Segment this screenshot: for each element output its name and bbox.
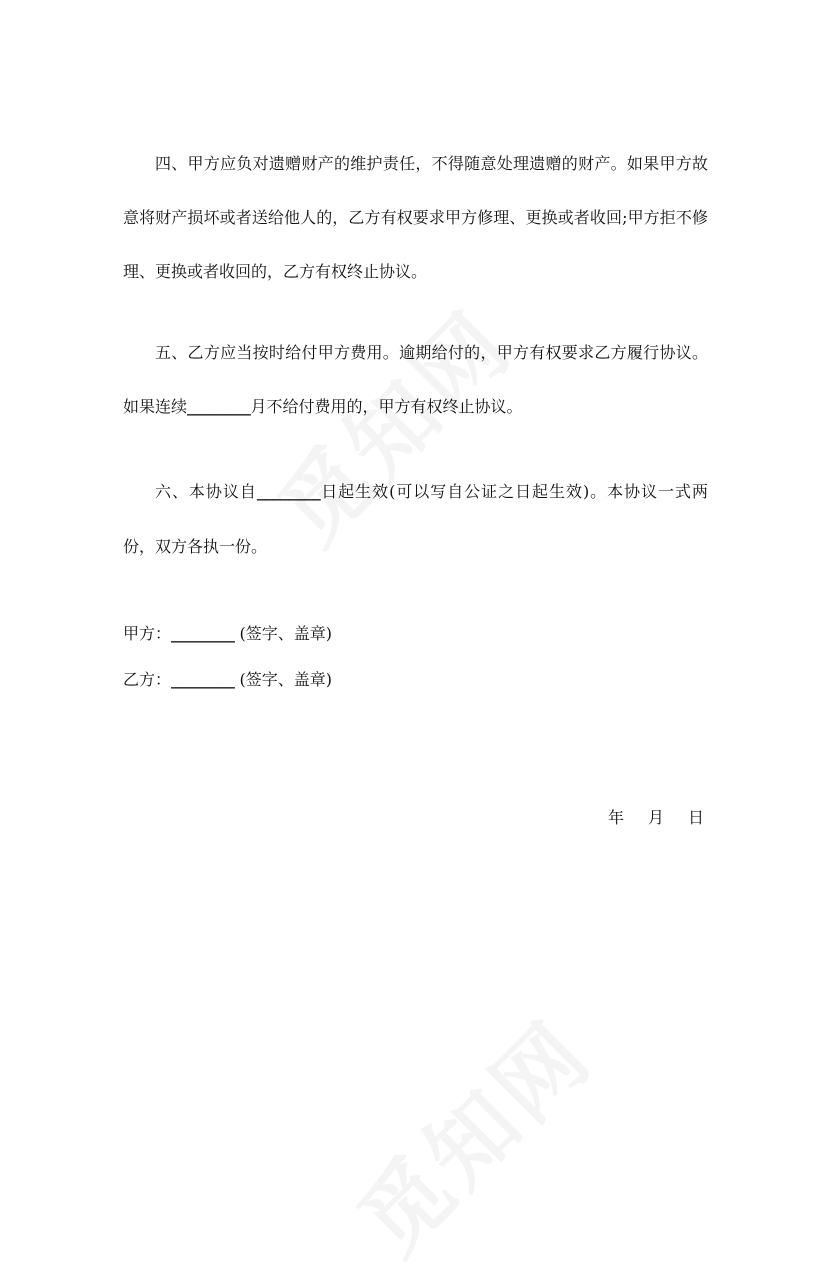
signature-line-party-a xyxy=(123,622,332,647)
clause-six xyxy=(123,465,708,574)
clause-five xyxy=(123,326,708,435)
date-day: 日 xyxy=(687,808,704,827)
party-a-signature-blank: ________ xyxy=(171,627,235,643)
party-b-label: 乙方： xyxy=(123,670,172,689)
date-year: 年 xyxy=(607,808,624,827)
clause-five-text-end: 月不给付费用的，甲方有权终止协议。 xyxy=(250,397,523,416)
party-a-signature-note: (签字、盖章) xyxy=(234,624,333,643)
date-line xyxy=(608,806,704,830)
party-b-signature-blank: ________ xyxy=(171,673,235,689)
watermark xyxy=(327,989,616,1277)
fill-in-blank-months: ________ xyxy=(187,400,251,416)
date-month: 月 xyxy=(647,808,664,827)
clause-six-text-end: 日起生效(可以写自公证之日起生效)。本协议一式两份，双方各执一份。 xyxy=(123,482,708,556)
party-b-signature-note: (签字、盖章) xyxy=(234,670,333,689)
fill-in-blank-effective-date: ________ xyxy=(256,485,321,501)
signature-line-party-b xyxy=(123,668,332,693)
clause-four: 四、甲方应负对遗赠财产的维护责任，不得随意处理遗赠的财产。如果甲方故意将财产损坏或者送给他人的，乙方有权要求甲方修理、更换或者收回;甲方拒不修理、更换或者收回的，乙方有权终止协议。 xyxy=(123,154,708,281)
party-a-label: 甲方： xyxy=(123,624,172,643)
clause-six-text-start: 六、本协议自 xyxy=(155,482,257,501)
clause-five-text-start: 五、乙方应当按时给付甲方费用。逾期给付的，甲方有权要求乙方履行协议。如果连续 xyxy=(123,343,708,416)
